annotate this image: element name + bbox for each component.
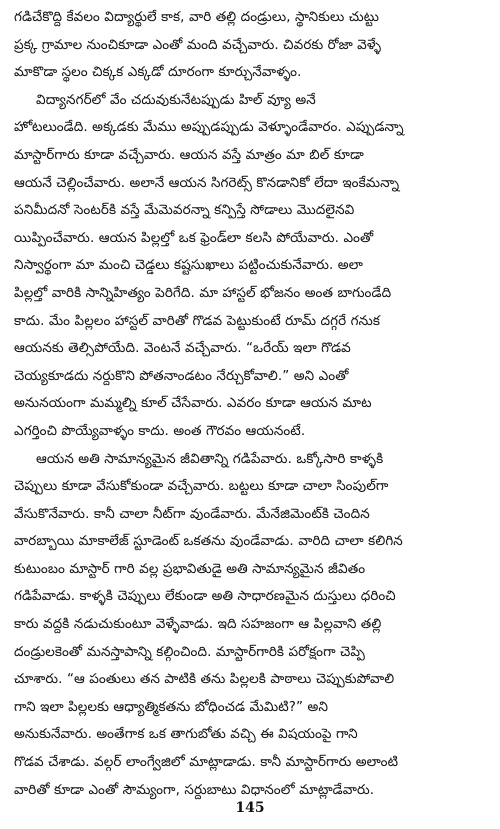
text-line: వేసుకొనేవారు. కానీ చాలా నీట్‌గా వుండేవారు. మేనేజిమెంట్‌కి చెందిన bbox=[14, 505, 370, 522]
text-line: యిప్పించేవారు. ఆయన పిల్లల్తో ఒక ఫ్రెండ్‌లా కలసి పోయేవారు. ఎంతో bbox=[14, 229, 374, 246]
text-line: కారు వద్దకి నడుచుకుంటూ వెళ్ళేవాడు. ఇది సహజంగా ఆ పిల్లవాని తల్లి bbox=[14, 616, 382, 633]
text-line: గాని ఇలా పిల్లలకు ఆధ్యాత్మికతను బోధించడ మేమిటి?” అని bbox=[14, 698, 329, 715]
text-line: చెప్పులు కూడా వేసుకోకుండా వచ్చేవారు. బట్టలు కూడా చాలా సింపుల్‌గా bbox=[14, 478, 389, 495]
text-line: వారబ్బాయి మాకాలేజ్ స్టూడెంట్ ఒకతను వుండేవాడు. వారిది చాలా కలిగిన bbox=[14, 533, 403, 550]
text-line: గడిచేకొద్ది కేవలం విద్యార్థులే కాక, వారి తల్లి దండ్రులు, స్థానికులు చుట్టు bbox=[14, 9, 379, 25]
body-text bbox=[14, 4, 488, 804]
paragraph-3 bbox=[14, 446, 488, 805]
text-line: ఎగర్తించి పొయ్యేవాళ్ళం కాదు. అంత గౌరవం ఆయనంటే. bbox=[14, 422, 306, 439]
text-line: చూశారు. “ఆ పంతులు తన పాటికి తను పిల్లలకి పాఠాలు చెప్పుకుపోవాలి bbox=[14, 671, 395, 688]
text-line: ఆయనే చెల్లించేవారు. అలానే ఆయన సిగరెట్స్ కొనడానికో లేదా ఇంకేమన్నా bbox=[14, 174, 400, 191]
text-line: చెయ్యకూడదు నర్దుకొని పోతనాండటం నేర్చుకోవాలి.” అని ఎంతో bbox=[14, 367, 349, 384]
paragraph-1 bbox=[14, 4, 488, 87]
text-line: ఆయనకు తెల్సిపోయేది. వెంటనే వచ్చేవారు. “ఒరేయ్ ఇలా గొడవ bbox=[14, 340, 351, 357]
text-line: మాస్టార్‌గారు కూడా వచ్చేవారు. ఆయన వస్తే మాత్రం మా బిల్ కూడా bbox=[14, 146, 364, 163]
text-line: పనిమీదనో సెంటర్‌కి వస్తే మేమెవరన్నా కన్పిస్తే సోడాలు మొదలైనవి bbox=[14, 202, 355, 219]
text-line: ప్రక్క గ్రామాల నుంచికూడా ఎంతో మంది వచ్చేవారు. చివరకు రోజా వెళ్ళే bbox=[14, 36, 382, 53]
text-line: నిస్వార్థంగా మా మంచి చెడ్డలు కష్టసుఖాలు పట్టించుకునేవారు. అలా bbox=[14, 257, 363, 274]
text-line: ఆయన అతి సామాన్యమైన జీవితాన్ని గడిపేవారు. ఒక్కోసారి కాళ్ళకి bbox=[36, 450, 384, 467]
text-line: గొడవ చేశాడు. వల్గర్ లాంగ్వేజిలో మాట్లాడాడు. కానీ మాస్టార్‌గారు అలాంటి bbox=[14, 754, 399, 771]
paragraph-2 bbox=[14, 87, 488, 446]
text-line: కాదు. మేం పిల్లలం హాస్టల్ వారితో గొడవ పెట్టుకుంటే రూమ్ దగ్గరే గనుక bbox=[14, 312, 380, 329]
page-number: 145 bbox=[235, 800, 265, 816]
text-line: అనునయంగా మమ్మల్ని కూల్ చేసేవారు. ఎవరం కూడా ఆయన మాట bbox=[14, 395, 372, 412]
text-line: కుటుంబం మాస్టార్ గారి వల్ల ప్రభావితుడై అతి సామాన్యమైన జీవితం bbox=[14, 560, 366, 577]
text-line: వారితో కూడా ఎంతో సౌమ్యంగా, సర్దుబాటు విధానంలో మాట్లాడేవారు. bbox=[14, 781, 375, 798]
text-line: మాకొడా స్థలం చిక్కక ఎక్కడో దూరంగా కూర్చునేవాళ్ళం. bbox=[14, 64, 302, 81]
text-line: హోటలుండేది. అక్కడకు మేము అప్పుడప్పుడు వెళ్ళూండేవారం. ఎప్పుడన్నా bbox=[14, 119, 404, 136]
text-line: పిల్లల్తో వారికి సాన్నిహిత్యం పెరిగేది. మా హాస్టల్ భోజనం అంత బాగుండేది bbox=[14, 284, 392, 301]
text-line: అనుకునేవారు. అంతేగాక ఒక తాగుబోతు వచ్చి ఈ విషయంపై గాని bbox=[14, 726, 358, 743]
text-line: విద్యానగర్‌లో వేం చదువుకునేటప్పుడు హిల్ వ్యూ అనే bbox=[36, 91, 316, 108]
text-line: దండ్రులకెంతో మనస్తాపాన్ని కల్గించింది. మాస్టార్‌గారికి పరోక్షంగా చెప్పి bbox=[14, 643, 365, 660]
text-line: గడిపేవాడు. కాళ్ళకి చెప్పులు లేకుండా అతి సాధారణమైన దుస్తులు ధరించి bbox=[14, 588, 396, 605]
